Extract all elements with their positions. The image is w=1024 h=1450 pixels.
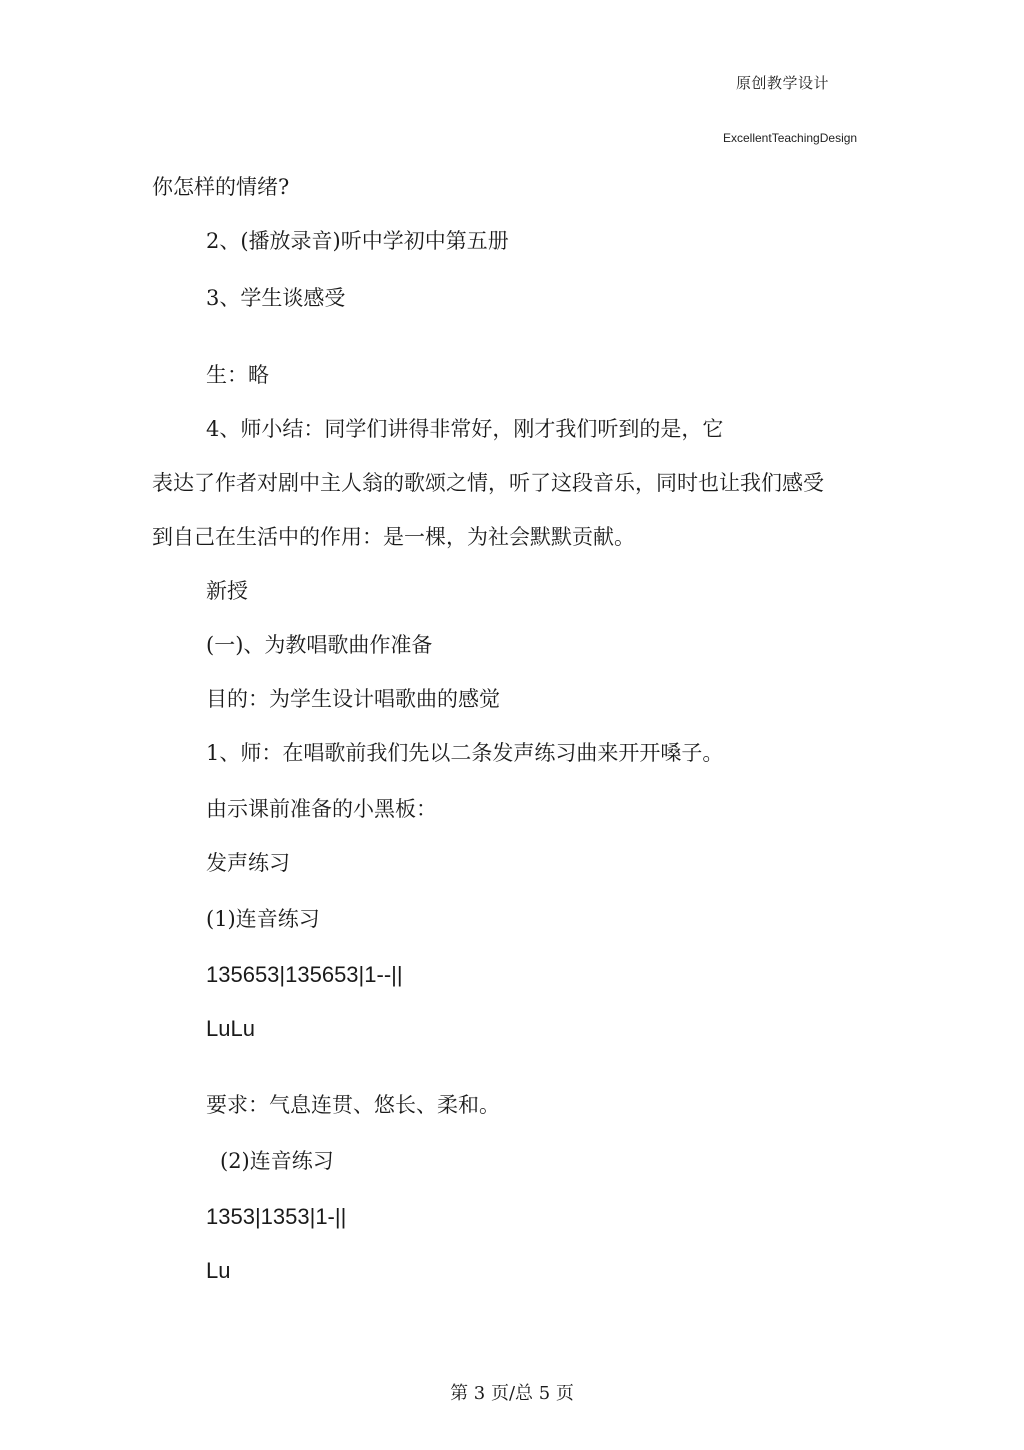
exercise-title: (1)连音练习 — [206, 907, 320, 931]
body-line: 3、学生谈感受 — [206, 286, 346, 310]
page-number: 第 3 页/总 5 页 — [450, 1383, 574, 1404]
notation-line: 135653|135653|1--|| — [206, 962, 403, 987]
syllable-line: Lu — [206, 1258, 231, 1283]
syllable-line: LuLu — [206, 1016, 255, 1041]
body-line: 到自己在生活中的作用：是一棵，为社会默默贡献。 — [152, 525, 635, 549]
body-line: 1、师：在唱歌前我们先以二条发声练习曲来开开嗓子。 — [206, 741, 724, 765]
body-line: 目的：为学生设计唱歌曲的感觉 — [206, 687, 500, 711]
body-line: 你怎样的情绪? — [152, 175, 290, 199]
body-line: 由示课前准备的小黑板： — [206, 797, 437, 821]
body-line: 发声练习 — [206, 851, 290, 875]
body-line: 生：略 — [206, 363, 269, 387]
body-line: 表达了作者对剧中主人翁的歌颂之情，听了这段音乐，同时也让我们感受 — [152, 471, 824, 495]
notation-line: 1353|1353|1-|| — [206, 1204, 347, 1229]
section-heading: 新授 — [206, 579, 248, 603]
header-title-cn: 原创教学设计 — [736, 74, 830, 92]
body-line: 4、师小结：同学们讲得非常好，刚才我们听到的是，它 — [206, 417, 724, 441]
exercise-title: (2)连音练习 — [220, 1149, 334, 1173]
body-line: 2、(播放录音)听中学初中第五册 — [206, 229, 509, 253]
body-line: 要求：气息连贯、悠长、柔和。 — [206, 1093, 500, 1117]
body-line: (一)、为教唱歌曲作准备 — [206, 633, 433, 657]
header-title-en: ExcellentTeachingDesign — [723, 131, 858, 145]
